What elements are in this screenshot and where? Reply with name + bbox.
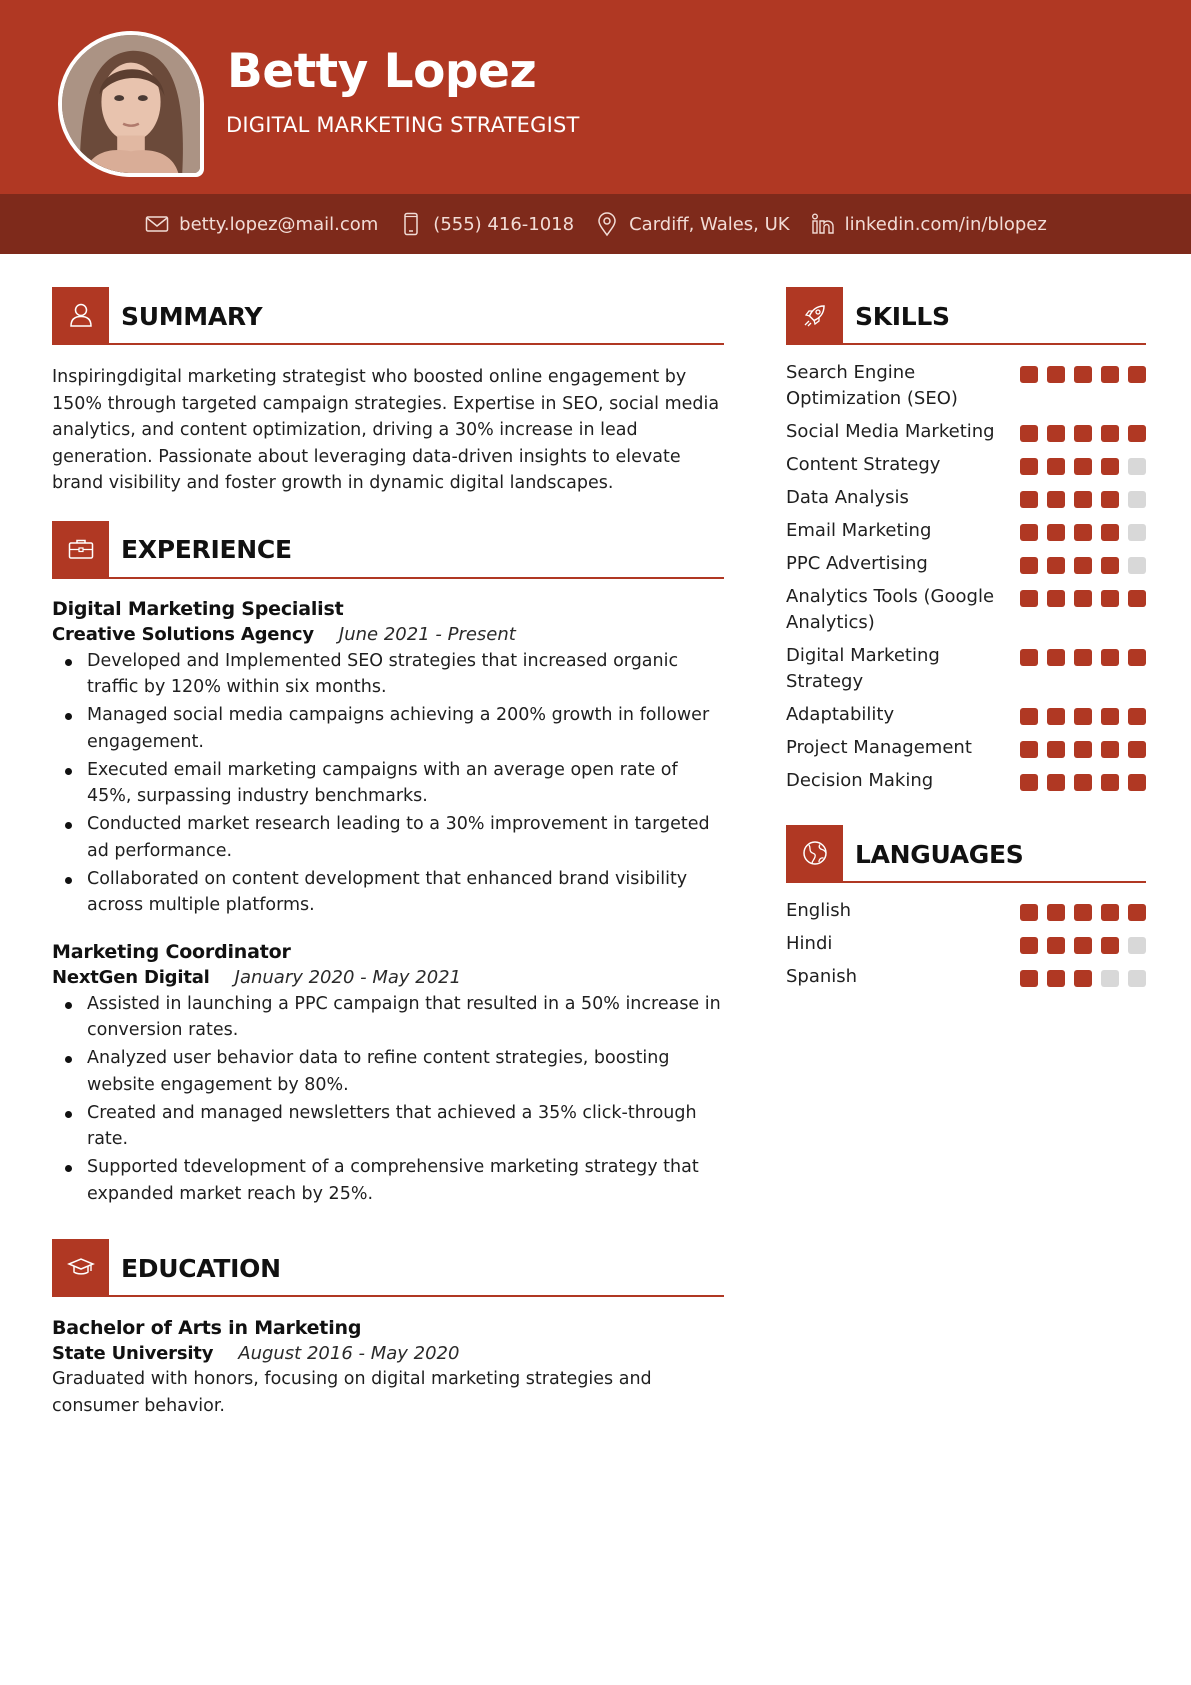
rating-dot-empty — [1128, 524, 1146, 541]
language-row-rating — [1020, 964, 1146, 987]
contact-location — [594, 211, 790, 237]
skill-row-rating — [1020, 360, 1146, 383]
education-school: State University — [52, 1343, 214, 1364]
skill-row-rating — [1020, 419, 1146, 442]
summary-title: SUMMARY — [121, 301, 263, 331]
language-row — [786, 898, 1146, 924]
rating-dot-filled — [1074, 649, 1092, 666]
education-description: Graduated with honors, focusing on digital marketing strategies and consumer behavior. — [52, 1369, 652, 1416]
job-title: DIGITAL MARKETING STRATEGIST — [226, 113, 580, 137]
skill-row-name: Decision Making — [786, 770, 934, 791]
contact-phone[interactable] — [398, 211, 574, 237]
rating-dot-filled — [1128, 425, 1146, 442]
skill-row — [786, 643, 1146, 695]
summary-heading — [52, 287, 724, 343]
skill-row — [786, 735, 1146, 761]
rating-dot-filled — [1074, 590, 1092, 607]
skill-row-name: Content Strategy — [786, 454, 941, 475]
rating-dot-filled — [1101, 741, 1119, 758]
rating-dot-filled — [1128, 904, 1146, 921]
job-entry — [52, 596, 724, 919]
skills-title: SKILLS — [855, 301, 950, 331]
rating-dot-filled — [1074, 937, 1092, 954]
person-name: Betty Lopez — [227, 44, 537, 99]
language-row-name: Spanish — [786, 966, 858, 987]
skills-icon-box — [786, 287, 843, 343]
rating-dot-filled — [1020, 425, 1038, 442]
skill-row — [786, 702, 1146, 728]
rating-dot-filled — [1047, 590, 1065, 607]
skill-row-name: Analytics Tools (Google Analytics) — [786, 586, 995, 633]
sidebar-column — [786, 287, 1146, 997]
envelope-icon — [144, 211, 170, 237]
rating-dot-filled — [1047, 557, 1065, 574]
rating-dot-filled — [1047, 774, 1065, 791]
contact-linkedin-text: linkedin.com/in/blopez — [844, 213, 1047, 235]
rating-dot-filled — [1020, 649, 1038, 666]
job-meta — [52, 965, 724, 990]
skills-heading — [786, 287, 1146, 343]
rating-dot-filled — [1128, 649, 1146, 666]
education-entry — [52, 1315, 724, 1419]
job-entry — [52, 939, 724, 1208]
rating-dot-filled — [1101, 774, 1119, 791]
rating-dot-empty — [1101, 970, 1119, 987]
summary-icon-box — [52, 287, 109, 343]
job-bullet: Collaborated on content development that enhanced brand visibility across multiple platforms. — [52, 866, 724, 919]
rating-dot-filled — [1128, 366, 1146, 383]
rating-dot-filled — [1047, 741, 1065, 758]
job-position: Marketing Coordinator — [52, 940, 291, 963]
rating-dot-filled — [1020, 741, 1038, 758]
rating-dot-filled — [1020, 524, 1038, 541]
languages-title: LANGUAGES — [855, 839, 1024, 869]
contact-email-text: betty.lopez@mail.com — [179, 213, 379, 235]
job-bullets — [52, 991, 724, 1208]
rating-dot-filled — [1020, 708, 1038, 725]
rating-dot-filled — [1047, 491, 1065, 508]
contact-bar — [0, 194, 1191, 254]
job-dates: January 2020 - May 2021 — [234, 966, 462, 988]
languages-divider — [786, 881, 1146, 883]
rating-dot-filled — [1101, 491, 1119, 508]
summary-divider — [52, 343, 724, 345]
summary-text: Inspiringdigital marketing strategist who boosted online engagement by 150% through targeted campaign strategies. Expertise in SEO, social media analytics, and content optimization, driving a 30% increase in lead generation. Passionate about leveraging data-driven insights to elevate brand visibility and foster growth in dynamic digital landscapes. — [52, 367, 720, 493]
job-bullets — [52, 648, 724, 919]
skill-row-rating — [1020, 584, 1146, 607]
linkedin-icon — [810, 211, 836, 237]
rating-dot-empty — [1128, 458, 1146, 475]
rating-dot-filled — [1020, 937, 1038, 954]
rating-dot-filled — [1074, 458, 1092, 475]
rating-dot-empty — [1128, 937, 1146, 954]
languages-heading — [786, 825, 1146, 881]
skill-row — [786, 584, 1146, 636]
skill-row-name: Project Management — [786, 737, 972, 758]
contact-location-text: Cardiff, Wales, UK — [629, 213, 790, 235]
contact-phone-text: (555) 416-1018 — [433, 213, 575, 235]
job-bullet: Created and managed newsletters that achieved a 35% click-through rate. — [52, 1100, 724, 1153]
skill-row — [786, 485, 1146, 511]
rating-dot-filled — [1101, 590, 1119, 607]
contact-linkedin[interactable] — [810, 211, 1047, 237]
skill-row — [786, 518, 1146, 544]
skill-row — [786, 551, 1146, 577]
rating-dot-filled — [1047, 425, 1065, 442]
rating-dot-filled — [1047, 649, 1065, 666]
skill-row-rating — [1020, 485, 1146, 508]
skill-row — [786, 452, 1146, 478]
job-dates: June 2021 - Present — [338, 623, 516, 645]
skill-row — [786, 768, 1146, 794]
skill-row-rating — [1020, 735, 1146, 758]
skills-list — [786, 360, 1146, 794]
job-bullet: Supported tdevelopment of a comprehensive marketing strategy that expanded market reach by 25%. — [52, 1154, 724, 1207]
skill-row-name: PPC Advertising — [786, 553, 928, 574]
education-icon-box — [52, 1239, 109, 1295]
skill-row-name: Data Analysis — [786, 487, 909, 508]
rating-dot-filled — [1074, 491, 1092, 508]
skill-row-name: Email Marketing — [786, 520, 932, 541]
skill-row-rating — [1020, 768, 1146, 791]
education-divider — [52, 1295, 724, 1297]
rating-dot-filled — [1020, 774, 1038, 791]
rating-dot-filled — [1020, 970, 1038, 987]
rating-dot-filled — [1074, 425, 1092, 442]
location-pin-icon — [594, 211, 620, 237]
globe-icon — [800, 838, 830, 868]
skill-row-name: Search Engine Optimization (SEO) — [786, 362, 958, 409]
rating-dot-filled — [1074, 708, 1092, 725]
education-degree: Bachelor of Arts in Marketing — [52, 1317, 362, 1339]
languages-icon-box — [786, 825, 843, 881]
rating-dot-filled — [1047, 708, 1065, 725]
education-meta — [52, 1341, 724, 1366]
rating-dot-filled — [1101, 366, 1119, 383]
language-row — [786, 931, 1146, 957]
job-bullet: Developed and Implemented SEO strategies that increased organic traffic by 120% within six months. — [52, 648, 724, 701]
job-bullet: Executed email marketing campaigns with an average open rate of 45%, surpassing industry benchmarks. — [52, 757, 724, 810]
language-row-name: Hindi — [786, 933, 833, 954]
job-bullet: Conducted market research leading to a 30% improvement in targeted ad performance. — [52, 811, 724, 864]
rating-dot-filled — [1101, 904, 1119, 921]
skill-row-rating — [1020, 643, 1146, 666]
languages-list — [786, 898, 1146, 990]
language-row-rating — [1020, 898, 1146, 921]
skills-divider — [786, 343, 1146, 345]
job-bullet: Analyzed user behavior data to refine content strategies, boosting website engagement by 80%. — [52, 1045, 724, 1098]
phone-icon — [398, 211, 424, 237]
rating-dot-filled — [1020, 590, 1038, 607]
rating-dot-filled — [1128, 590, 1146, 607]
job-company: Creative Solutions Agency — [52, 623, 314, 645]
profile-photo — [62, 35, 200, 173]
rating-dot-filled — [1128, 741, 1146, 758]
rating-dot-filled — [1128, 774, 1146, 791]
experience-heading — [52, 521, 724, 577]
resume-header — [0, 0, 1191, 194]
rating-dot-filled — [1047, 524, 1065, 541]
portrait-image — [62, 35, 200, 173]
rating-dot-filled — [1128, 708, 1146, 725]
graduation-cap-icon — [66, 1252, 96, 1282]
rating-dot-filled — [1047, 458, 1065, 475]
rocket-icon — [800, 300, 830, 330]
job-meta — [52, 622, 724, 647]
rating-dot-filled — [1074, 524, 1092, 541]
briefcase-icon — [66, 534, 96, 564]
user-icon — [66, 300, 96, 330]
education-dates: August 2016 - May 2020 — [238, 1343, 460, 1364]
skill-row-rating — [1020, 551, 1146, 574]
rating-dot-filled — [1101, 524, 1119, 541]
rating-dot-filled — [1074, 741, 1092, 758]
experience-title: EXPERIENCE — [121, 535, 292, 564]
rating-dot-filled — [1074, 557, 1092, 574]
rating-dot-filled — [1101, 425, 1119, 442]
rating-dot-empty — [1128, 491, 1146, 508]
rating-dot-filled — [1020, 366, 1038, 383]
rating-dot-filled — [1020, 458, 1038, 475]
skill-row — [786, 360, 1146, 412]
skill-row-name: Adaptability — [786, 704, 895, 725]
rating-dot-empty — [1128, 970, 1146, 987]
rating-dot-filled — [1047, 904, 1065, 921]
rating-dot-filled — [1101, 649, 1119, 666]
job-company: NextGen Digital — [52, 966, 210, 988]
rating-dot-filled — [1074, 774, 1092, 791]
skill-row — [786, 419, 1146, 445]
experience-icon-box — [52, 521, 109, 577]
rating-dot-filled — [1047, 366, 1065, 383]
skill-row-name: Digital Marketing Strategy — [786, 645, 940, 692]
language-row-rating — [1020, 931, 1146, 954]
rating-dot-filled — [1020, 491, 1038, 508]
education-title: EDUCATION — [121, 1253, 281, 1283]
skill-row-rating — [1020, 452, 1146, 475]
profile-photo-frame — [58, 31, 204, 177]
skill-row-name: Social Media Marketing — [786, 421, 995, 442]
job-position: Digital Marketing Specialist — [52, 597, 344, 620]
contact-email[interactable] — [144, 211, 378, 237]
rating-dot-filled — [1074, 904, 1092, 921]
rating-dot-filled — [1101, 937, 1119, 954]
rating-dot-filled — [1074, 970, 1092, 987]
job-bullet: Managed social media campaigns achieving a 200% growth in follower engagement. — [52, 702, 724, 755]
rating-dot-filled — [1047, 970, 1065, 987]
language-row-name: English — [786, 900, 851, 921]
rating-dot-filled — [1101, 458, 1119, 475]
job-bullet: Assisted in launching a PPC campaign that resulted in a 50% increase in conversion rates. — [52, 991, 724, 1044]
skill-row-rating — [1020, 702, 1146, 725]
rating-dot-filled — [1101, 708, 1119, 725]
language-row — [786, 964, 1146, 990]
rating-dot-empty — [1128, 557, 1146, 574]
skill-row-rating — [1020, 518, 1146, 541]
main-column — [52, 287, 724, 1419]
rating-dot-filled — [1074, 366, 1092, 383]
rating-dot-filled — [1020, 904, 1038, 921]
education-heading — [52, 1239, 724, 1295]
rating-dot-filled — [1020, 557, 1038, 574]
experience-divider — [52, 577, 724, 579]
rating-dot-filled — [1047, 937, 1065, 954]
rating-dot-filled — [1101, 557, 1119, 574]
